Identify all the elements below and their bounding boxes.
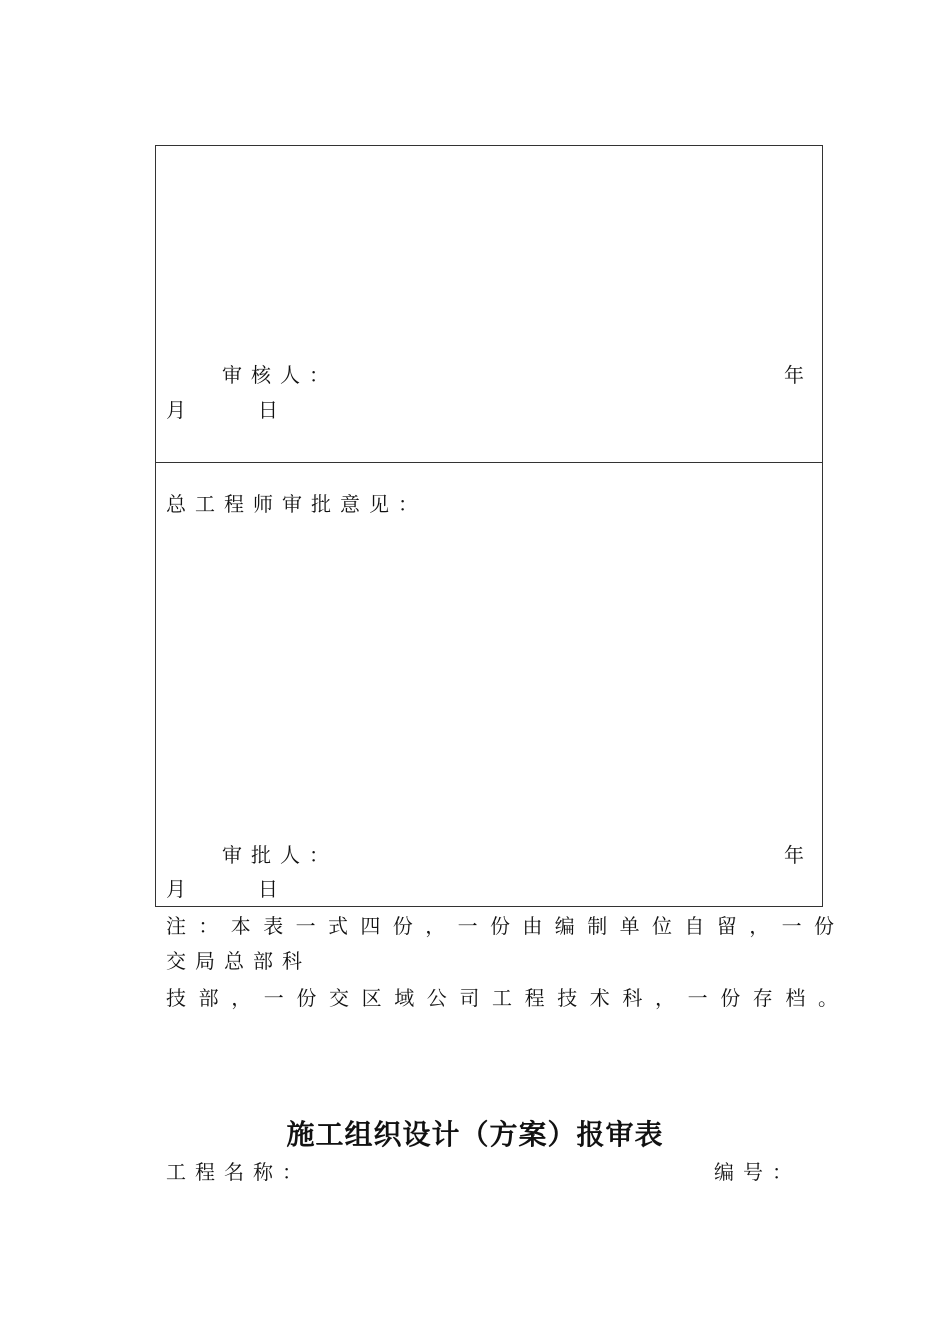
note-line-2: 交局总部科 <box>166 949 311 973</box>
review-month-label: 月 <box>166 398 195 422</box>
approval-month-label: 月 <box>166 877 195 901</box>
approval-year-label: 年 <box>784 843 813 867</box>
note-line-1: 注：本表一式四份，一份由编制单位自留，一份 <box>166 914 847 938</box>
review-year-label: 年 <box>784 363 813 387</box>
reviewer-label: 审核人： <box>222 363 338 387</box>
form-title: 施工组织设计（方案）报审表 <box>286 1118 664 1151</box>
review-section-box <box>155 145 823 463</box>
approval-opinion-heading: 总工程师审批意见： <box>166 492 427 516</box>
approval-section-box <box>155 462 823 907</box>
approval-day-label: 日 <box>258 877 287 901</box>
form-number-label: 编号： <box>714 1160 801 1184</box>
note-line-3: 技部，一份交区域公司工程技术科，一份存档。 <box>166 986 851 1010</box>
project-name-label: 工程名称： <box>166 1160 311 1184</box>
review-day-label: 日 <box>258 398 287 422</box>
approver-label: 审批人： <box>222 843 338 867</box>
